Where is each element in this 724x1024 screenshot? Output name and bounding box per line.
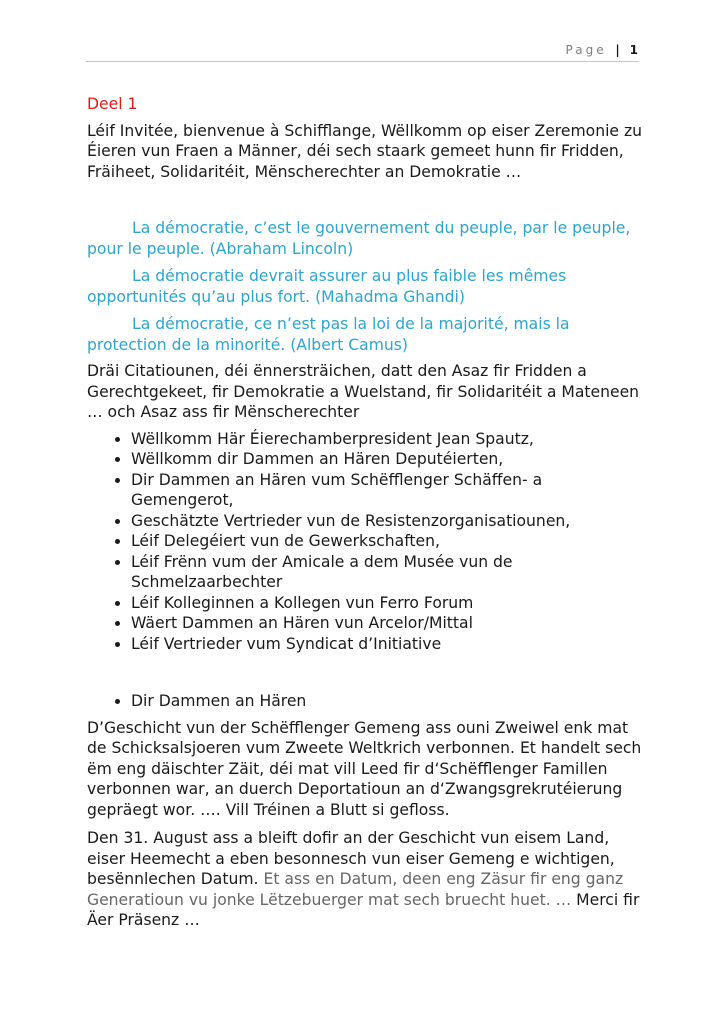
history-paragraph: D’Geschicht vun der Schëfflenger Gemeng ass ouni Zweiwel enk mat de Schicksalsjoeren vum Zweete Weltkrich verbonnen. Et handelt sech ëm eng däischter Zäit, déi mat vill Leed fir d‘Schëfflenger Famillen verbonnen war, an duerch Deportatioun an d‘Zwangsgrekrutéierung gepräegt wor. …. Vill Tréinen a Blutt si gefloss. xyxy=(87,718,642,819)
list-item: • Wäert Dammen an Hären vun Arcelor/Mittal xyxy=(131,613,647,634)
list-item: • Léif Delegéiert vun de Gewerkschaften, xyxy=(131,531,647,552)
list-item: • Geschätzte Vertrieder vun de Resistenzorganisatiounen, xyxy=(131,511,647,532)
list-item: • Léif Frënn vum der Amicale a dem Musée vun de Schmelzaarbechter xyxy=(131,552,647,593)
closing-part-1: Den 31. August ass a bleift dofir an der Geschicht vun eisem Land, eiser Heemecht a eben besonnesch vun eiser Gemeng e wichtigen, besënnlechen Datum. xyxy=(87,829,615,888)
list-item: • Léif Vertrieder vum Syndicat d’Initiative xyxy=(131,634,647,655)
closing-part-2: Et ass en Datum, deen eng Zäsur fir eng ganz Generatioun vu jonke Lëtzebuerger mat sech bruecht huet. … xyxy=(87,870,624,909)
list-item: • Dir Dammen an Hären vum Schëfflenger Schäffen- a Gemengerot, xyxy=(131,470,647,511)
quote-lincoln: La démocratie, c’est le gouvernement du peuple, par le peuple, pour le peuple. (Abraham Lincoln) xyxy=(87,219,631,258)
closing-part-3: Merci fir Äer Präsenz … xyxy=(87,890,640,929)
intro-paragraph: Léif Invitée, bienvenue à Schifflange, Wëllkomm op eiser Zeremonie zu Éieren vun Fraen a Männer, déi sech staark gemeet hunn fir Fridden, Fräiheet, Solidaritéit, Mënscherechter an Demokratie … xyxy=(87,121,643,181)
list-item: • Wëllkomm Här Éierechamberpresident Jean Spautz, xyxy=(131,429,647,450)
greeting-list xyxy=(87,429,647,655)
page-separator: | xyxy=(615,43,620,57)
quote-camus: La démocratie, ce n’est pas la loi de la majorité, mais la protection de la minorité. (Albert Camus) xyxy=(87,315,570,354)
document-body xyxy=(87,94,647,939)
page-number: 1 xyxy=(629,43,638,57)
greeting-list-extra xyxy=(87,691,647,712)
quote-ghandi: La démocratie devrait assurer au plus faible les mêmes opportunités qu’au plus fort. (Mahadma Ghandi) xyxy=(87,267,567,306)
list-item: • Léif Kolleginnen a Kollegen vun Ferro Forum xyxy=(131,593,647,614)
closing-paragraph xyxy=(87,828,647,931)
header-rule xyxy=(86,61,639,62)
page-header xyxy=(566,43,638,57)
page-label: Page xyxy=(565,43,607,57)
quotes-summary: Dräi Citatiounen, déi ënnersträichen, datt den Asaz fir Fridden a Gerechtgekeet, fir Demokratie a Wuelstand, fir Solidaritéit a Mateneen … och Asaz ass fir Mënscherechter xyxy=(87,362,640,421)
list-item: • Wëllkomm dir Dammen an Hären Deputéierten, xyxy=(131,449,647,470)
list-item: • Dir Dammen an Hären xyxy=(131,691,647,712)
section-title: Deel 1 xyxy=(87,95,138,113)
